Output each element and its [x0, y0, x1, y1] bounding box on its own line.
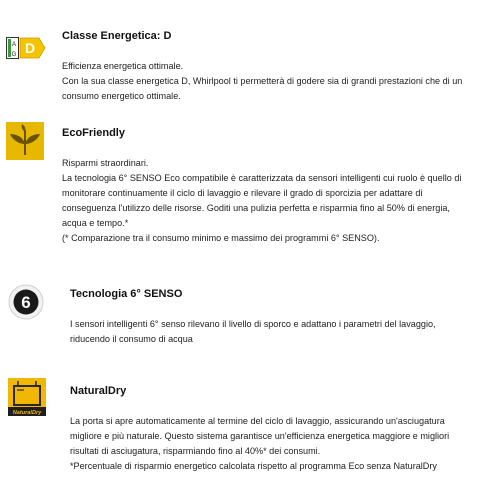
energy-scale-top: A — [11, 42, 17, 48]
description-line: conseguenza l'utilizzo delle risorse. Goditi una pulizia perfetta e risparmia fino al 50% di energia, — [62, 203, 450, 213]
sixth-sense-number: 6 — [21, 293, 31, 312]
eco-plant-icon — [6, 122, 44, 160]
description-line: migliore e più naturale. Questo sistema garantisce un'efficienza energetica maggiore e migliori — [70, 431, 450, 441]
feature-description — [70, 317, 436, 347]
description-line: acqua e tempo.* — [62, 218, 129, 228]
description-line: riducendo il consumo di acqua — [70, 334, 193, 344]
description-line: La porta si apre automaticamente al termine del ciclo di lavaggio, assicurando un'asciugatura — [70, 416, 445, 426]
feature-description — [62, 59, 462, 104]
natural-dry-badge-text: NaturalDry — [12, 410, 42, 416]
description-line: La tecnologia 6° SENSO Eco compatibile è caratterizzata da sensori intelligenti cui ruolo è quello di — [62, 173, 462, 183]
description-line: Con la sua classe energetica D, Whirlpool ti permetterà di godere sia di grandi prestazioni che di un — [62, 76, 463, 86]
feature-sixth-sense — [0, 260, 500, 370]
description-line: consumo energetico ottimale. — [62, 91, 181, 101]
description-line: I sensori intelligenti 6° senso rilevano il livello di sporco e adattano i parametri del lavaggio, — [70, 319, 436, 329]
feature-title: Tecnologia 6° SENSO — [70, 288, 183, 300]
feature-description — [62, 156, 461, 246]
energy-class-d-icon — [6, 36, 46, 60]
feature-description — [70, 414, 449, 474]
natural-dry-icon — [8, 378, 46, 416]
sixth-sense-icon — [8, 284, 44, 320]
description-line: (* Comparazione tra il consumo minimo e massimo dei programmi 6° SENSO). — [62, 233, 380, 243]
description-line: Risparmi straordinari. — [62, 158, 149, 168]
description-line: *Percentuale di risparmio energetico calcolata rispetto al programma Eco senza NaturalDry — [70, 461, 437, 471]
description-line: risultati di asciugatura, risparmiando fino al 40%* dei consumi. — [70, 446, 321, 456]
feature-title: NaturalDry — [70, 385, 127, 397]
feature-eco-friendly — [0, 110, 500, 260]
description-line: Efficienza energetica ottimale. — [62, 61, 184, 71]
energy-scale-bottom: G — [11, 52, 17, 58]
energy-class-letter: D — [24, 40, 36, 56]
feature-natural-dry — [0, 370, 500, 500]
description-line: monitorare continuamente il ciclo di lavaggio e rilevare il grado di sporcizia per adattare di — [62, 188, 423, 198]
feature-energy-class — [0, 0, 500, 110]
feature-title: Classe Energetica: D — [62, 30, 172, 42]
feature-title: EcoFriendly — [62, 127, 125, 139]
